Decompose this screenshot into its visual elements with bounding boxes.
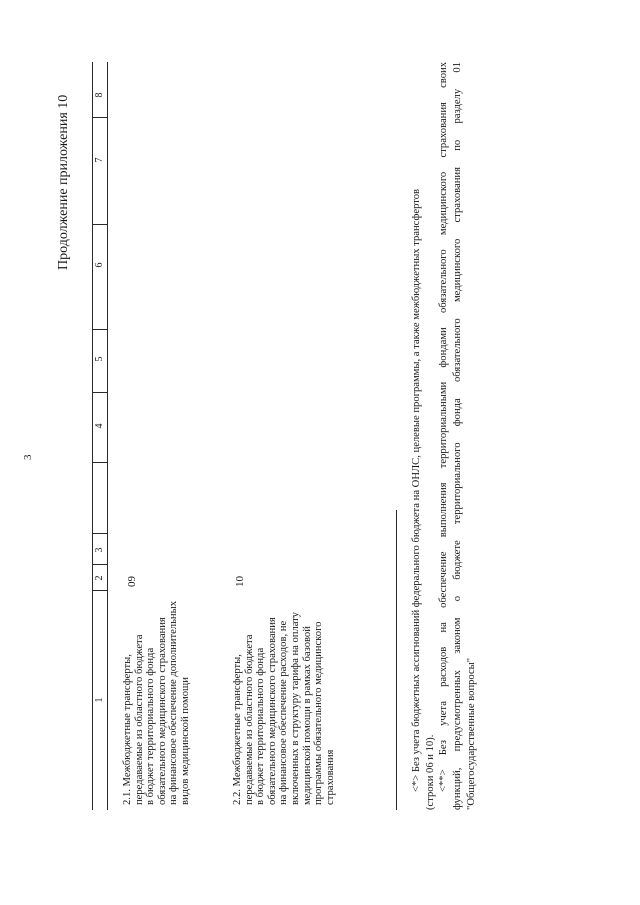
- col-divider: [92, 564, 107, 565]
- column-header-2: 2: [94, 575, 105, 581]
- table-row-2-2-code: 10: [234, 576, 246, 587]
- footnote-1-line-2: (строки 06 и 10).: [425, 734, 436, 810]
- row-text-line: на финансовое обеспечение расходов, не: [278, 620, 290, 805]
- row-text-line: в бюджет территориального фонда: [255, 647, 267, 805]
- footnote-2-line-3: "Общегосударственные вопросы": [466, 657, 477, 810]
- table-row-2-1-code: 09: [126, 576, 138, 587]
- footnote-1-cont: [424, 610, 437, 810]
- row-text-line: страхования: [324, 749, 336, 805]
- col-divider: [92, 224, 107, 225]
- column-header-1: 1: [94, 697, 105, 703]
- footnote-2-line-1: <**> Без учета расходов на обеспечение выполнения территориальными фондами обязательного медицинского страхования своих: [438, 62, 449, 792]
- footnote-2: [437, 62, 450, 792]
- row-text-line: видов медицинской помощи: [179, 677, 191, 805]
- footnote-2-end: [465, 510, 478, 810]
- col-divider: [92, 462, 107, 463]
- col-divider: [92, 392, 107, 393]
- table-header-separator: [107, 62, 108, 810]
- table-row-2-1-name: [122, 601, 192, 805]
- col-divider: [92, 329, 107, 330]
- row-text-line: передаваемые из областного бюджета: [133, 634, 145, 805]
- row-text-line: передаваемые из областного бюджета: [243, 634, 255, 805]
- row-text-line: 2.2. Межбюджетные трансферты,: [232, 654, 243, 805]
- appendix-title: Продолжение приложения 10: [56, 94, 71, 270]
- page-number: 3: [22, 454, 34, 460]
- table-top-border: [92, 62, 93, 810]
- row-text-line: 2.1. Межбюджетные трансферты,: [122, 654, 133, 805]
- row-text-line: программы обязательного медицинского: [313, 621, 325, 805]
- column-header-6: 6: [94, 262, 105, 268]
- row-text-line: на финансовое обеспечение дополнительных: [168, 600, 180, 805]
- col-divider: [92, 117, 107, 118]
- row-text-line: в бюджет территориального фонда: [145, 647, 157, 805]
- column-header-8: 8: [94, 92, 105, 98]
- column-header-7: 7: [94, 157, 105, 163]
- footnote-2-line-2: функций, предусмотренных законом о бюджете территориального фонда обязательного медицинского страхования по разделу 01: [452, 62, 463, 810]
- column-header-5: 5: [94, 356, 105, 362]
- footnote-2-cont: [451, 62, 464, 810]
- column-header-4: 4: [94, 423, 105, 429]
- footnote-1-line-1: <*> Без учета бюджетных ассигнований федерального бюджета на ОНЛС, целевые программы, а также межбюджетных трансфертов: [411, 188, 422, 792]
- table-row-2-2-name: [232, 612, 336, 805]
- footnote-1: [410, 62, 423, 792]
- footnote-divider: [396, 510, 397, 810]
- col-divider: [92, 533, 107, 534]
- row-text-line: включенных в структуру тарифа на оплату: [289, 612, 301, 805]
- row-text-line: обязательного медицинского страхования: [266, 617, 278, 805]
- row-text-line: медицинской помощи в рамках базовой: [301, 626, 313, 805]
- col-divider: [92, 590, 107, 591]
- row-text-line: обязательного медицинского страхования: [156, 617, 168, 805]
- column-header-3: 3: [94, 547, 105, 553]
